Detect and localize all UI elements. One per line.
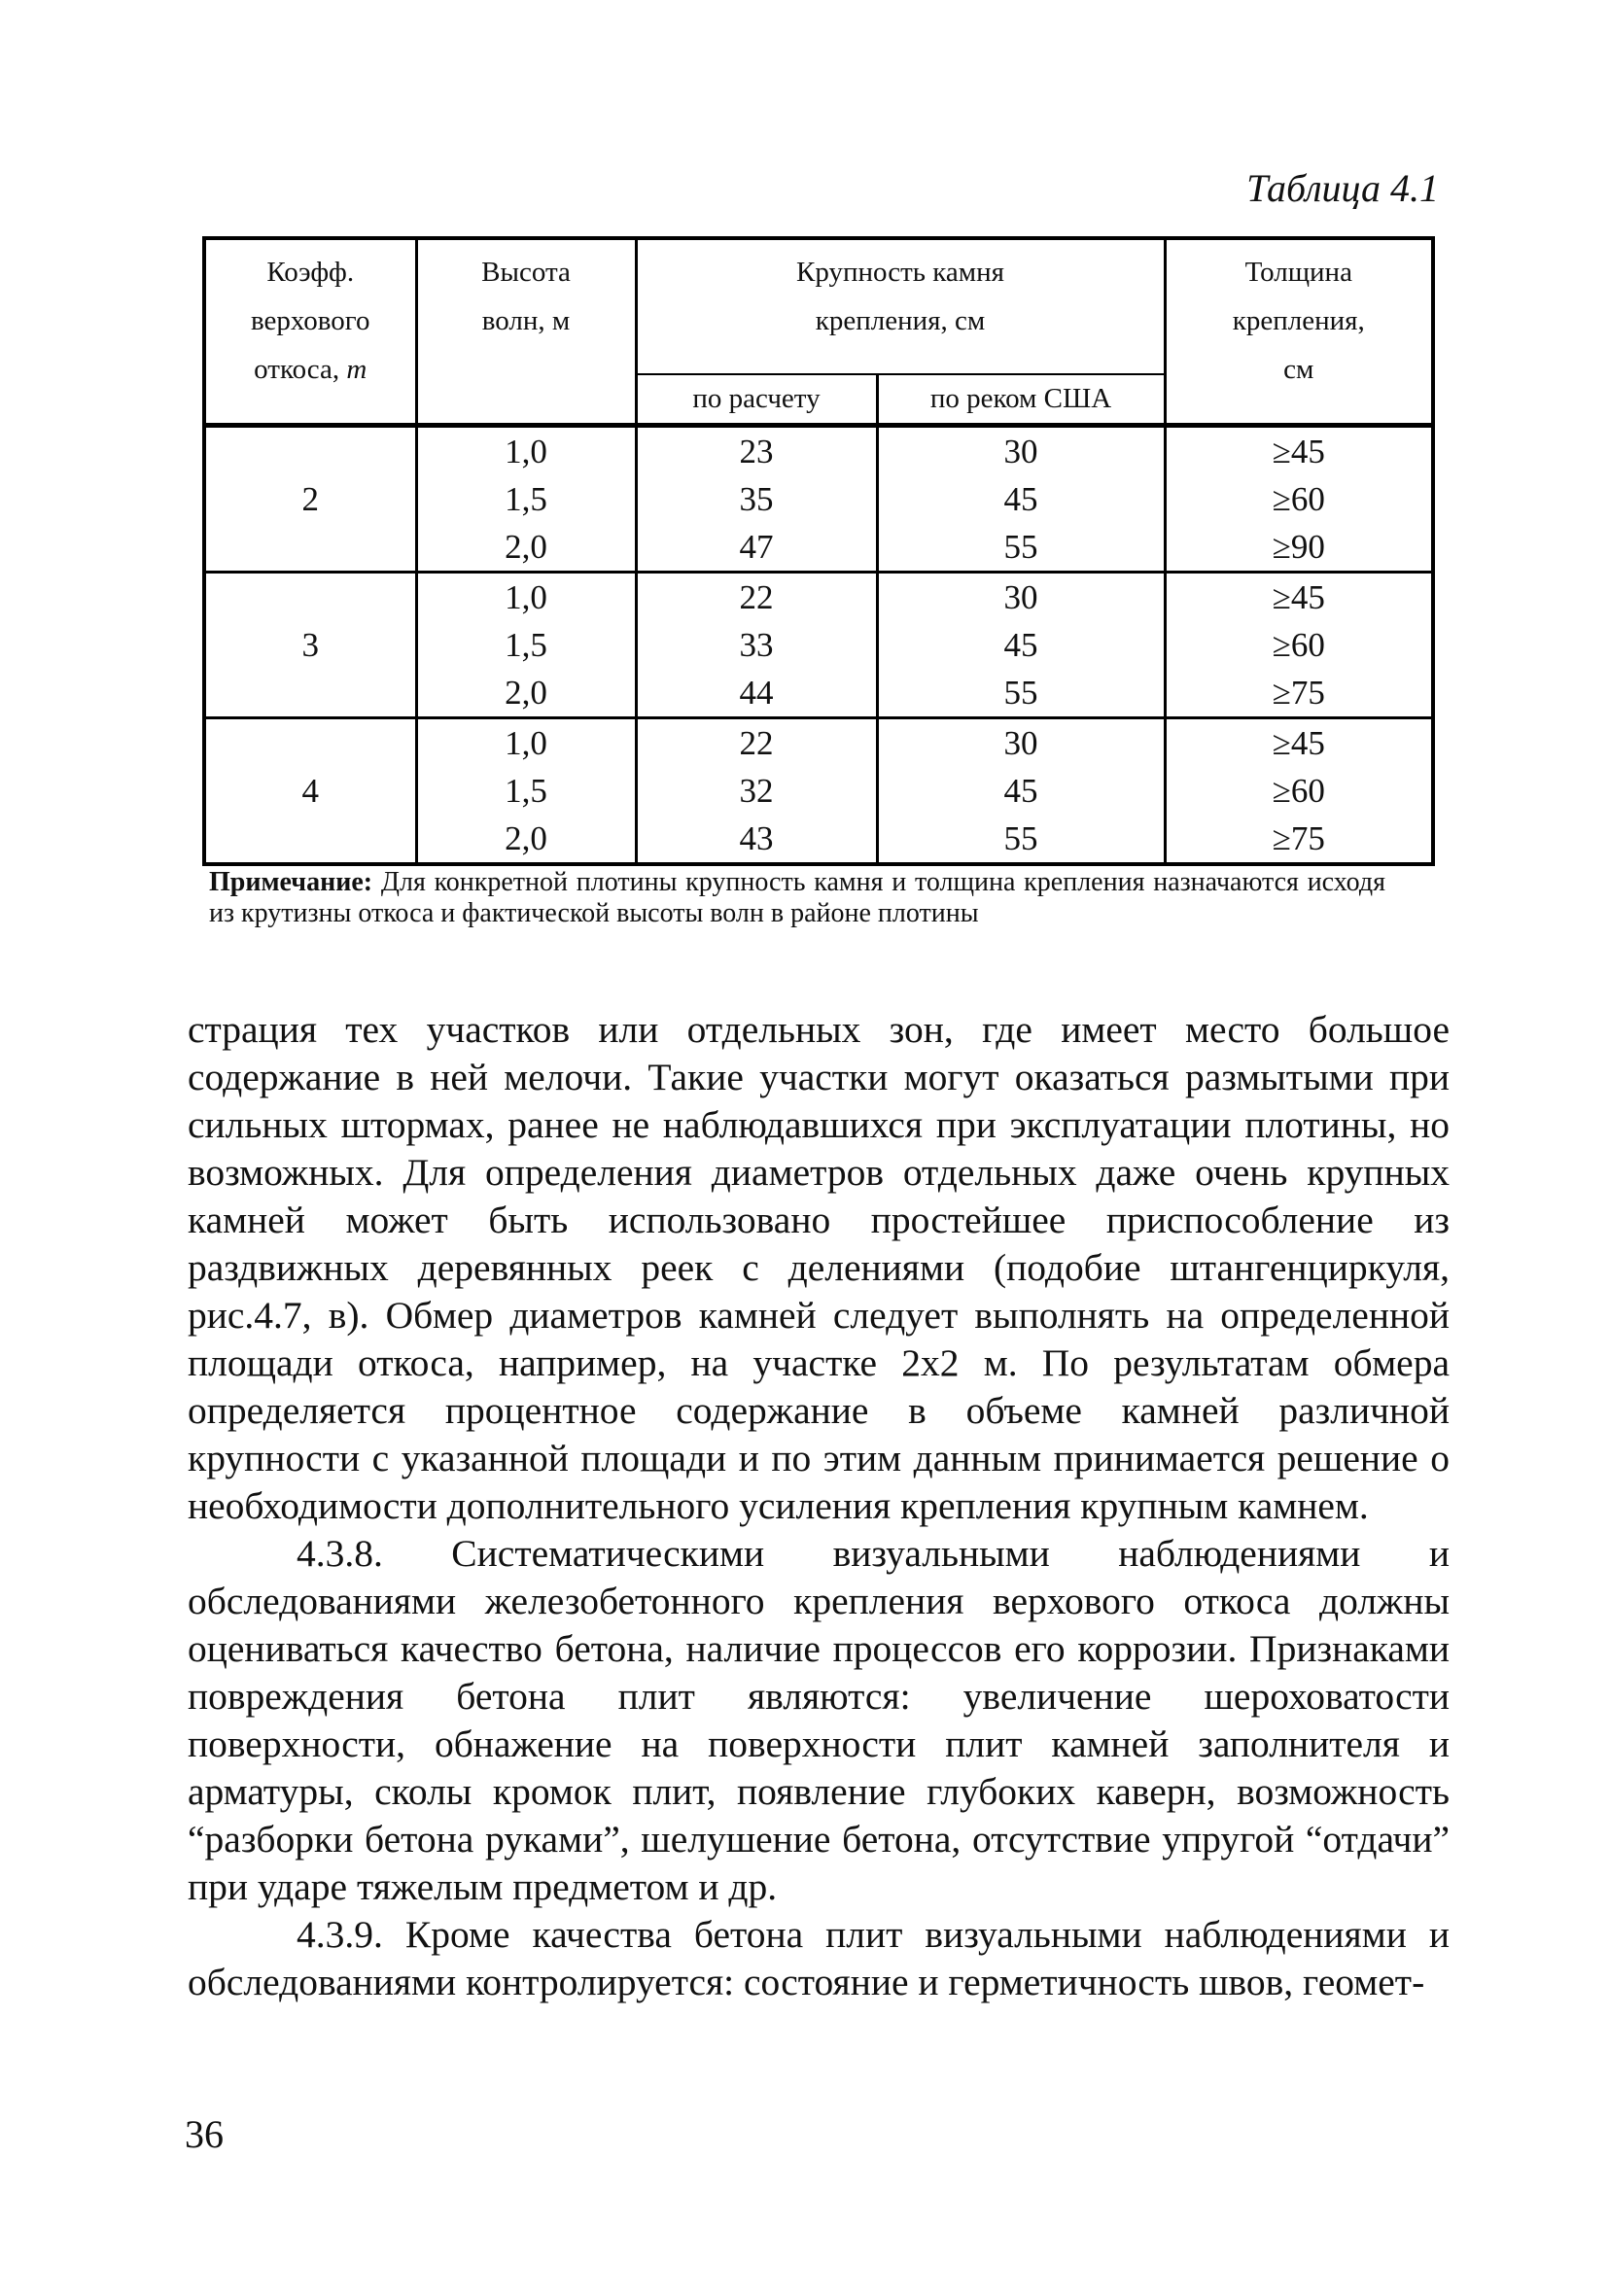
thickness-cell: ≥90: [1165, 523, 1433, 573]
calc-size-cell: 35: [636, 475, 877, 523]
wave-height-cell: 1,5: [416, 475, 636, 523]
header-thickness: [1165, 238, 1433, 426]
calc-size-cell: 22: [636, 573, 877, 622]
calc-size-cell: 32: [636, 767, 877, 815]
header-coef-line3: [206, 345, 415, 394]
usa-size-cell: 45: [877, 767, 1165, 815]
calc-size-cell: 22: [636, 718, 877, 768]
header-thick-line2: крепления,: [1232, 305, 1365, 336]
calc-size-cell: 44: [636, 669, 877, 718]
wave-height-cell: 1,0: [416, 718, 636, 768]
note-label: Примечание:: [209, 867, 373, 897]
header-wave-line2: волн, м: [481, 305, 571, 336]
coef-cell: 3: [204, 573, 416, 718]
thickness-cell: ≥45: [1165, 426, 1433, 476]
paragraph: страция тех участков или отдельных зон, где имеет место большое содержание в ней мелочи. Такие участки могут оказаться размытыми при сильных штормах, ранее не наблюдавшихся при эксплуатации плотины, но возможных. Для определения диаметров отдельных даже очень крупных камней может быть использовано простейшее приспособление из раздвижных деревянных реек с делениями (подобие штангенциркуля, рис.4.7, в). Обмер диаметров камней следует выполнять на определенной площади откоса, например, на участке 2х2 м. По результатам обмера определяется процентное содержание в объеме камней различной крупности с указанной площади и по этим данным принимается решение о необходимости дополнительного усиления крепления крупным камнем.: [188, 1008, 1450, 1527]
thickness-cell: ≥45: [1165, 718, 1433, 768]
header-coef-line3-text: откоса,: [254, 354, 347, 385]
usa-size-cell: 55: [877, 523, 1165, 573]
calc-size-cell: 47: [636, 523, 877, 573]
coef-cell: 4: [204, 718, 416, 865]
thickness-cell: ≥75: [1165, 815, 1433, 864]
header-coef-symbol: m: [346, 354, 367, 385]
body-text: [188, 1006, 1450, 2006]
header-wave-height: [416, 238, 636, 426]
usa-size-cell: 30: [877, 573, 1165, 622]
header-coef: [204, 238, 416, 426]
header-stone-line2: крепления, см: [815, 305, 986, 336]
wave-height-cell: 2,0: [416, 669, 636, 718]
paragraph: 4.3.8. Систематическими визуальными наблюдениями и обследованиями железобетонного крепления верхового откоса должны оцениваться качество бетона, наличие процессов его коррозии. Признаками повреждения бетона плит являются: увеличение шероховатости поверхности, обнажение на поверхности плит камней заполнителя и арматуры, сколы кромок плит, появление глубоких каверн, возможность “разборки бетона руками”, шелушение бетона, отсутствие упругой “отдачи” при ударе тяжелым предметом и др.: [188, 1532, 1450, 1908]
stone-size-table: [202, 236, 1435, 866]
wave-height-cell: 1,5: [416, 621, 636, 669]
header-wave-line1: Высота: [481, 257, 571, 288]
calc-size-cell: 33: [636, 621, 877, 669]
table-note: [209, 867, 1385, 929]
note-text: Для конкретной плотины крупность камня и толщина крепления назначаются исходя из крутизны откоса и фактической высоты волн в районе плотины: [209, 867, 1385, 928]
header-coef-line1: Коэфф.: [266, 257, 355, 288]
usa-size-cell: 30: [877, 718, 1165, 768]
calc-size-cell: 23: [636, 426, 877, 476]
usa-size-cell: 55: [877, 815, 1165, 864]
page-number: 36: [185, 2112, 224, 2156]
wave-height-cell: 1,5: [416, 767, 636, 815]
usa-size-cell: 30: [877, 426, 1165, 476]
header-by-usa-recommendation: по реком США: [877, 374, 1165, 426]
calc-size-cell: 43: [636, 815, 877, 864]
usa-size-cell: 45: [877, 475, 1165, 523]
wave-height-cell: 1,0: [416, 573, 636, 622]
thickness-cell: ≥60: [1165, 767, 1433, 815]
header-coef-line2: верхового: [251, 305, 370, 336]
header-thick-line1: Толщина: [1244, 257, 1352, 288]
header-stone-line1: Крупность камня: [796, 257, 1004, 288]
usa-size-cell: 45: [877, 621, 1165, 669]
header-by-calculation: по расчету: [636, 374, 877, 426]
wave-height-cell: 1,0: [416, 426, 636, 476]
thickness-cell: ≥60: [1165, 475, 1433, 523]
usa-size-cell: 55: [877, 669, 1165, 718]
table-caption: Таблица 4.1: [1246, 166, 1439, 210]
thickness-cell: ≥75: [1165, 669, 1433, 718]
thickness-cell: ≥60: [1165, 621, 1433, 669]
thickness-cell: ≥45: [1165, 573, 1433, 622]
wave-height-cell: 2,0: [416, 815, 636, 864]
paragraph: 4.3.9. Кроме качества бетона плит визуальными наблюдениями и обследованиями контролируется: состояние и герметичность швов, геомет-: [188, 1913, 1450, 2003]
wave-height-cell: 2,0: [416, 523, 636, 573]
coef-cell: 2: [204, 426, 416, 573]
header-stone-size: [636, 238, 1165, 374]
header-thick-line3: см: [1283, 354, 1314, 385]
